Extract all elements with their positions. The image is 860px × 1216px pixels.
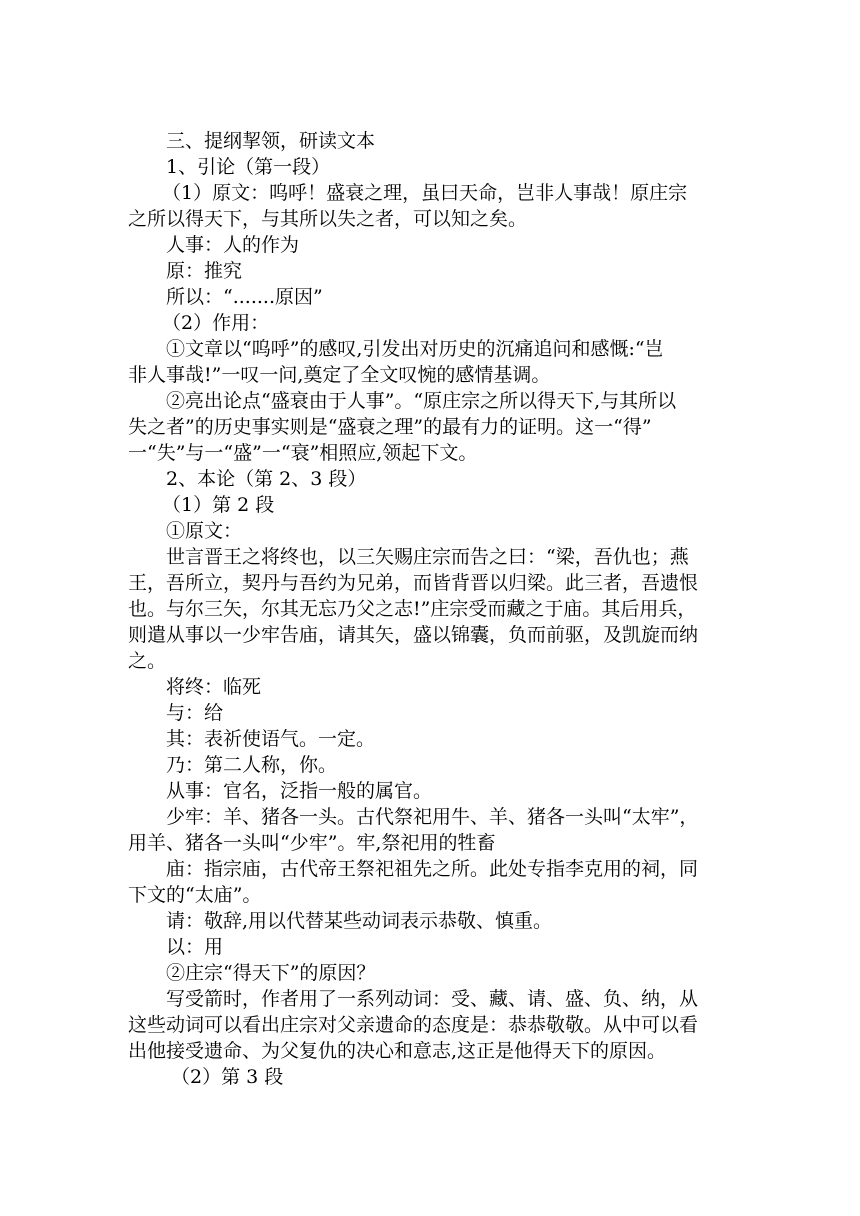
subsection-heading: （1）第 2 段 [162, 494, 275, 516]
paragraph-line: （1）原文：呜呼！盛衰之理，虽曰天命，岂非人事哉！原庄宗 [162, 182, 688, 204]
paragraph-line: ①原文： [166, 520, 243, 542]
paragraph-line: 非人事哉!”一叹一问,奠定了全文叹惋的感情基调。 [128, 364, 551, 386]
paragraph-line: 则遣从事以一少牢告庙，请其矢，盛以锦囊，负而前驱，及凯旋而纳 [128, 624, 699, 646]
paragraph-line: ①文章以“呜呼”的感叹,引发出对历史的沉痛追问和感慨:“岂 [166, 338, 664, 360]
annotation-line: 所以：“.......原因” [166, 286, 323, 308]
annotation-line: 人事：人的作为 [166, 234, 300, 256]
annotation-line: 庙：指宗庙，古代帝王祭祀祖先之所。此处专指李克用的祠，同 [166, 858, 699, 880]
subsection-heading: 1、引论（第一段） [166, 156, 331, 178]
subsection-heading: （2）第 3 段 [171, 1066, 284, 1088]
paragraph-line: 写受箭时，作者用了一系列动词：受、藏、请、盛、负、纳，从 [166, 988, 699, 1010]
paragraph-line: 之所以得天下，与其所以失之者，可以知之矣。 [128, 208, 528, 230]
paragraph-line: 出他接受遗命、为父复仇的决心和意志,这正是他得天下的原因。 [128, 1040, 667, 1062]
paragraph-line: 这些动词可以看出庄宗对父亲遗命的态度是：恭恭敬敬。从中可以看 [128, 1014, 699, 1036]
paragraph-line: ②亮出论点“盛衰由于人事”。“原庄宗之所以得天下,与其所以 [166, 390, 677, 412]
annotation-line: 请：敬辞,用以代替某些动词表示恭敬、慎重。 [166, 910, 553, 932]
paragraph-line: 一“失”与一“盛”一“衰”相照应,领起下文。 [128, 442, 478, 464]
annotation-line: 乃：第二人称，你。 [166, 754, 338, 776]
annotation-line: 与：给 [166, 702, 224, 724]
paragraph-line: 失之者”的历史事实则是“盛衰之理”的最有力的证明。这一“得” [128, 416, 652, 438]
subsection-heading: （2）作用： [162, 312, 270, 334]
section-heading: 三、提纲挈领，研读文本 [166, 130, 376, 152]
annotation-line: 以：用 [166, 936, 224, 958]
annotation-line: 将终：临死 [166, 676, 262, 698]
annotation-line: 用羊、猪各一头叫“少牢”。牢,祭祀用的牲畜 [128, 832, 496, 854]
annotation-line: 其：表祈使语气。一定。 [166, 728, 376, 750]
annotation-line: 少牢：羊、猪各一头。古代祭祀用牛、羊、猪各一头叫“太牢”， [166, 806, 699, 828]
annotation-line: 下文的“太庙”。 [128, 884, 262, 906]
annotation-line: 从事：官名，泛指一般的属官。 [166, 780, 433, 802]
paragraph-line: 之。 [128, 650, 167, 672]
annotation-line: 原：推究 [166, 260, 243, 282]
subsection-heading: 2、本论（第 2、3 段） [166, 468, 367, 490]
paragraph-line: 也。与尔三矢，尔其无忘乃父之志!”庄宗受而藏之于庙。其后用兵， [128, 598, 697, 620]
paragraph-line: 世言晋王之将终也，以三矢赐庄宗而告之曰：“梁，吾仇也；燕 [166, 546, 689, 568]
paragraph-line: ②庄宗“得天下”的原因？ [166, 962, 376, 984]
paragraph-line: 王，吾所立，契丹与吾约为兄弟，而皆背晋以归梁。此三者，吾遗恨 [128, 572, 699, 594]
